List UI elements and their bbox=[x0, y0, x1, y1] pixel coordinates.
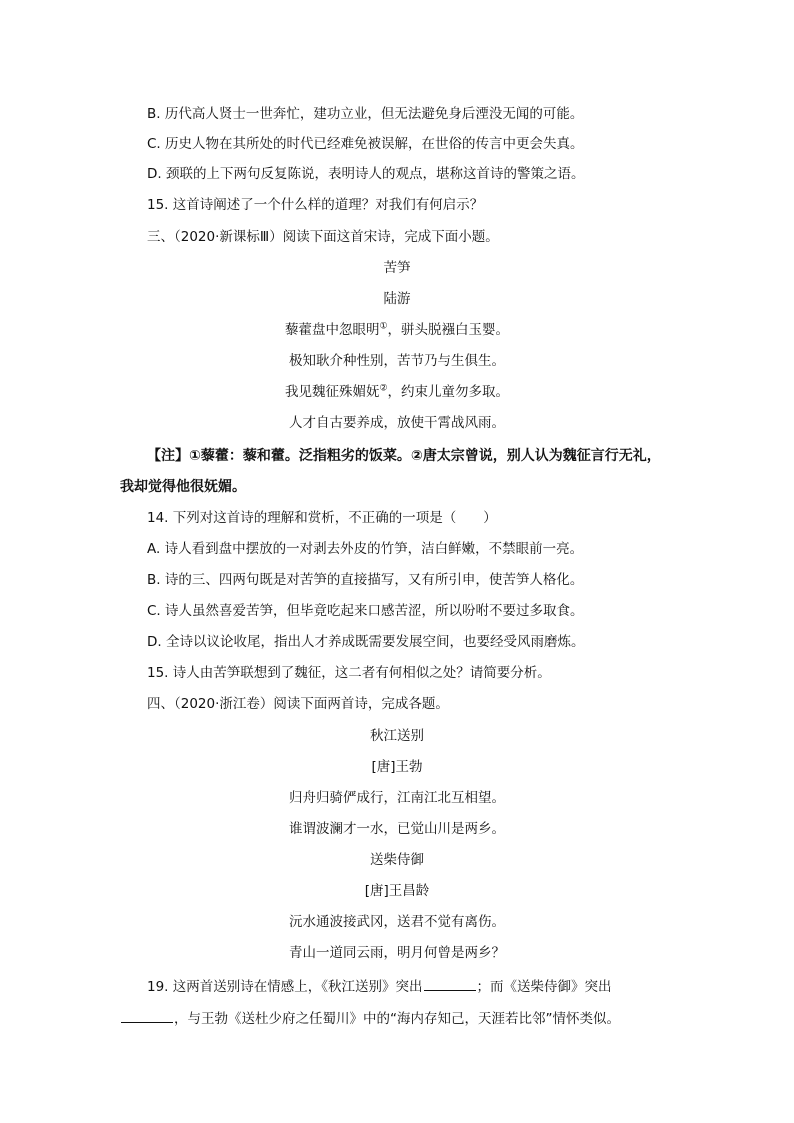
note-continued: 我却觉得他很妩媚。 bbox=[120, 479, 246, 495]
poem-1-author: [唐]王勃 bbox=[371, 759, 423, 775]
poem-line-3-text: 我见魏征殊媚妩 bbox=[284, 384, 380, 400]
poem-2-author: [唐]王昌龄 bbox=[364, 883, 430, 899]
poem-line-3 bbox=[0, 382, 794, 402]
question-19 bbox=[147, 976, 612, 997]
poem-title: 苦笋 bbox=[383, 260, 411, 276]
question-19-continued bbox=[120, 1008, 620, 1029]
footnote-marker-2: ② bbox=[379, 383, 388, 394]
poem-1-line-2: 谁谓波澜才一水，已觉山川是两乡。 bbox=[289, 821, 505, 837]
poem-line-1-text: 藜藿盘中忽眼明 bbox=[284, 322, 380, 338]
question-15: 15. 诗人由苦笋联想到了魏征，这二者有何相似之处？请简要分析。 bbox=[147, 665, 551, 681]
question-14: 14. 下列对这首诗的理解和赏析，不正确的一项是（ ） bbox=[147, 510, 497, 526]
note-label: 【注】 bbox=[147, 448, 189, 464]
poem-line-2: 极知耿介种性别，苦节乃与生俱生。 bbox=[289, 353, 505, 369]
answer-blank-2[interactable] bbox=[121, 1008, 173, 1023]
poem-line-3-text-rest: ，约束儿童勿多取。 bbox=[387, 384, 510, 400]
option-c: C. 诗人虽然喜爱苦笋，但毕竟吃起来口感苦涩，所以吩咐不要过多取食。 bbox=[147, 603, 584, 619]
answer-blank-1[interactable] bbox=[424, 976, 476, 991]
poem-1-line-1: 归舟归骑俨成行，江南江北互相望。 bbox=[289, 790, 505, 806]
poem-author: 陆游 bbox=[383, 291, 411, 307]
poem-2-title: 送柴侍御 bbox=[370, 852, 424, 868]
question-19-text-end: ，与王勃《送杜少府之任蜀川》中的“海内存知己，天涯若比邻”情怀类似。 bbox=[174, 1011, 620, 1027]
poem-line-4: 人才自古要养成，放使干霄战风雨。 bbox=[289, 415, 505, 431]
poem-1-title: 秋江送别 bbox=[370, 728, 424, 744]
note bbox=[147, 446, 661, 466]
note-text: ①藜藿：藜和藿。泛指粗劣的饭菜。②唐太宗曾说，别人认为魏征言行无礼， bbox=[189, 448, 661, 464]
question-19-text: 19. 这两首送别诗在情感上，《秋江送别》突出 bbox=[147, 979, 423, 995]
poem-2-line-1: 沅水通波接武冈，送君不觉有离伤。 bbox=[289, 914, 505, 930]
poem-line-1-text-rest: ，骈头脱襁白玉婴。 bbox=[387, 322, 510, 338]
question-15: 15. 这首诗阐述了一个什么样的道理？对我们有何启示？ bbox=[147, 197, 484, 213]
section-4-heading: 四、（2020·浙江卷）阅读下面两首诗，完成各题。 bbox=[147, 696, 449, 712]
poem-2-line-2: 青山一道同云雨，明月何曾是两乡？ bbox=[289, 945, 505, 961]
option-c: C. 历史人物在其所处的时代已经难免被误解，在世俗的传言中更会失真。 bbox=[147, 136, 584, 152]
option-b: B. 历代高人贤士一世奔忙，建功立业，但无法避免身后湮没无闻的可能。 bbox=[147, 106, 584, 122]
option-a: A. 诗人看到盘中摆放的一对剥去外皮的竹笋，洁白鲜嫩，不禁眼前一亮。 bbox=[147, 541, 584, 557]
question-19-text-mid: ；而《送柴侍御》突出 bbox=[476, 979, 612, 995]
footnote-marker-1: ① bbox=[379, 321, 388, 332]
option-d: D. 全诗以议论收尾，指出人才养成既需要发展空间，也要经受风雨磨炼。 bbox=[147, 634, 585, 650]
option-b: B. 诗的三、四两句既是对苦笋的直接描写，又有所引申，使苦笋人格化。 bbox=[147, 572, 584, 588]
poem-line-1 bbox=[0, 320, 794, 340]
option-d: D. 颈联的上下两句反复陈说，表明诗人的观点，堪称这首诗的警策之语。 bbox=[147, 166, 585, 182]
section-3-heading: 三、（2020·新课标Ⅲ）阅读下面这首宋诗，完成下面小题。 bbox=[147, 229, 499, 245]
